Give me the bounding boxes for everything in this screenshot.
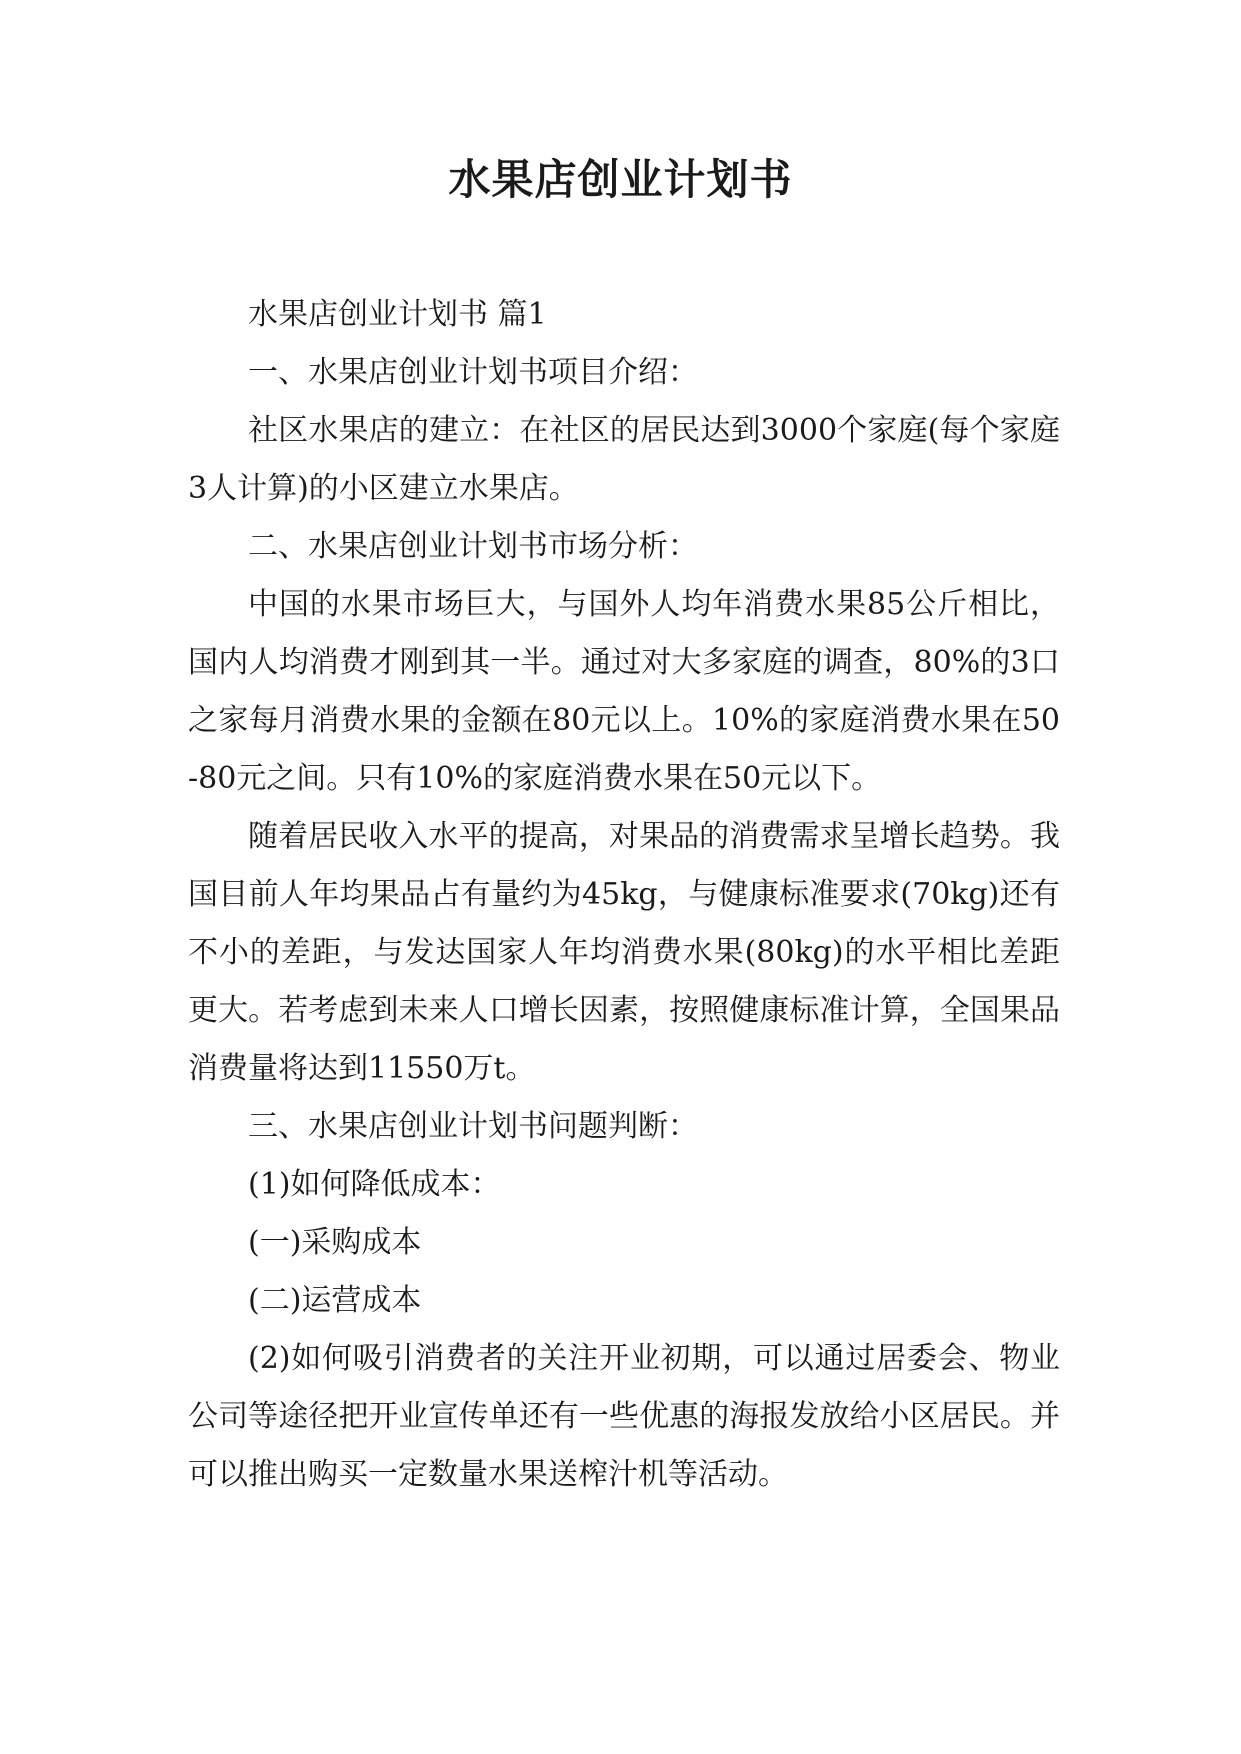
document-body — [188, 286, 1060, 1504]
paragraph-community-store: 社区水果店的建立：在社区的居民达到3000个家庭(每个家庭3人计算)的小区建立水果店。 — [188, 413, 1060, 506]
list-item-operating-cost: (二)运营成本 — [248, 1283, 422, 1318]
section-heading-market-analysis: 二、水果店创业计划书市场分析： — [248, 529, 698, 564]
paragraph-consumption-trend: 随着居民收入水平的提高，对果品的消费需求呈增长趋势。我国目前人年均果品占有量约为45kg，与健康标准要求(70kg)还有不小的差距，与发达国家人年均消费水果(80kg)的水平相比差距更大。若考虑到未来人口增长因素，按照健康标准计算，全国果品消费量将达到11550万t。 — [188, 819, 1060, 1086]
paragraph-fruit-market: 中国的水果市场巨大，与国外人均年消费水果85公斤相比，国内人均消费才刚到其一半。通过对大多家庭的调查，80%的3口之家每月消费水果的金额在80元以上。10%的家庭消费水果在50-80元之间。只有10%的家庭消费水果在50元以下。 — [188, 587, 1060, 796]
section-heading-problem-judgment: 三、水果店创业计划书问题判断： — [248, 1109, 698, 1144]
paragraph-attract-consumers: (2)如何吸引消费者的关注开业初期，可以通过居委会、物业公司等途径把开业宣传单还有一些优惠的海报发放给小区居民。并可以推出购买一定数量水果送榨汁机等活动。 — [188, 1341, 1060, 1492]
list-item-purchase-cost: (一)采购成本 — [248, 1225, 422, 1260]
section-heading-part-1: 水果店创业计划书 篇1 — [248, 297, 547, 332]
document-title: 水果店创业计划书 — [448, 155, 793, 204]
list-item-reduce-cost: (1)如何降低成本： — [248, 1167, 501, 1202]
section-heading-project-intro: 一、水果店创业计划书项目介绍： — [248, 355, 698, 390]
